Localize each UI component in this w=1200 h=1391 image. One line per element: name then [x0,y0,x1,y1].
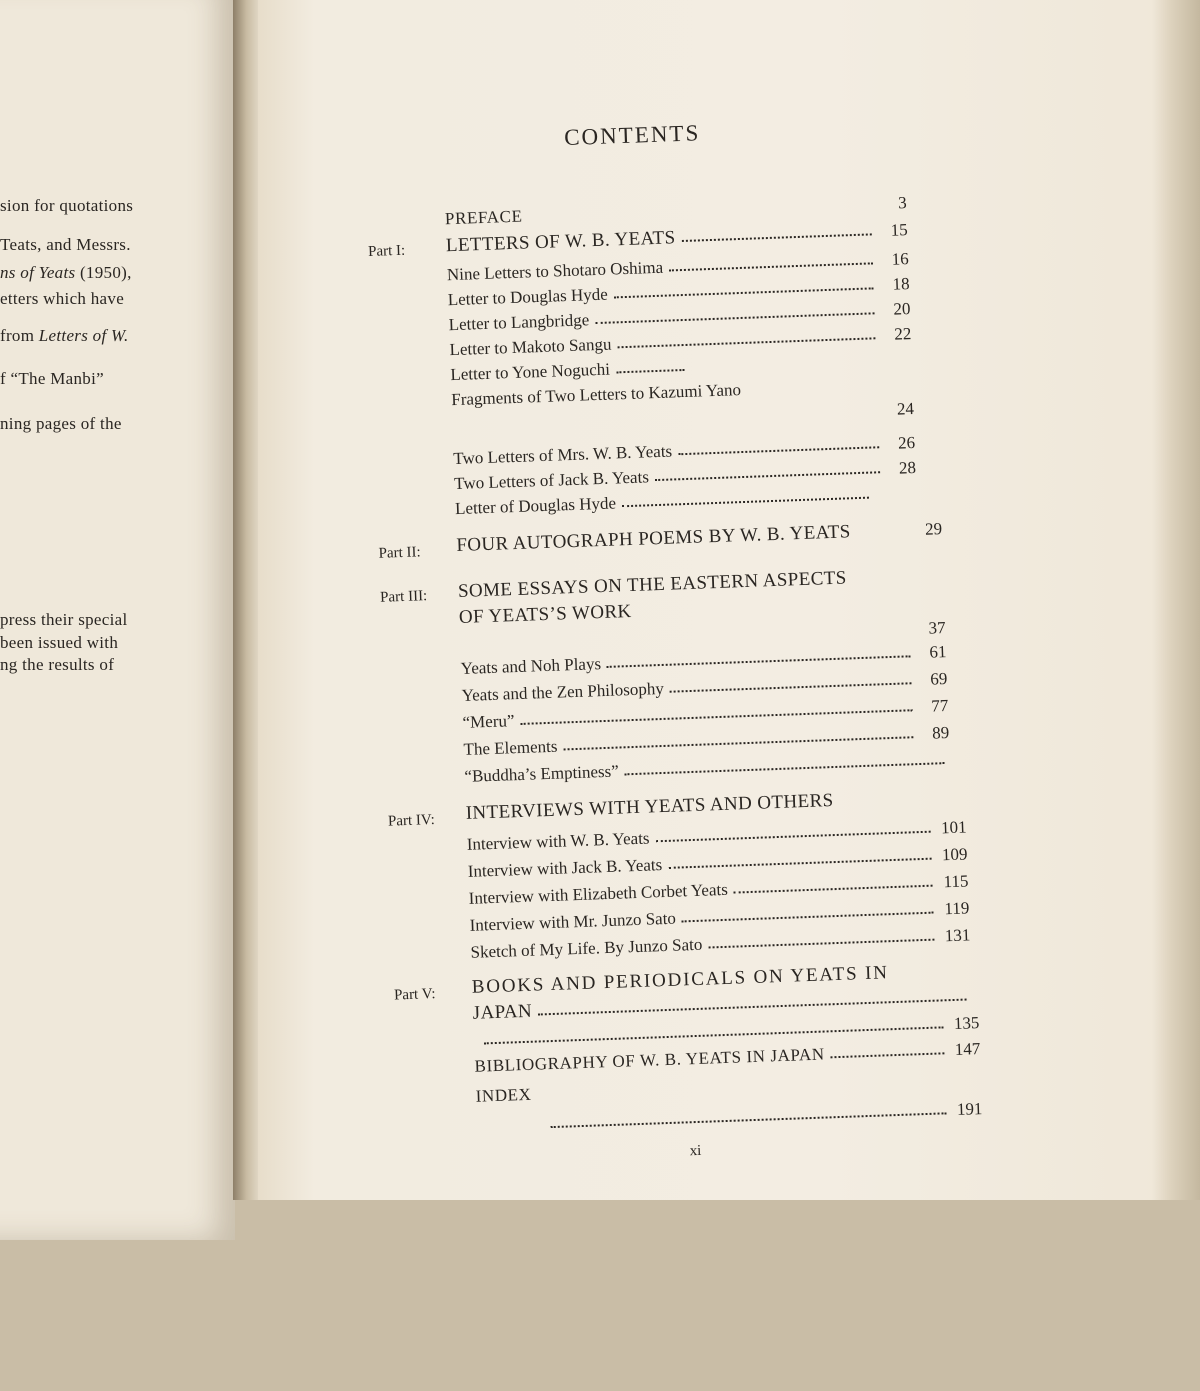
part-heading-label: FOUR AUTOGRAPH POEMS BY W. B. YEATS [456,521,851,557]
toc-entry-label: Interview with Jack B. Yeats [467,855,663,881]
toc-entry-label: Letter to Langbridge [448,310,590,335]
left-page-line: f “The Manbi” [0,369,104,388]
toc-entry-label: Letter to Douglas Hyde [447,284,609,310]
toc-entry-page: 15 [890,220,908,240]
toc-entry-label: Two Letters of Jack B. Yeats [453,467,650,494]
left-page-line: been issued with [0,633,119,652]
left-page-line: from Letters of W. [0,326,129,345]
left-page-line: ns of Yeats (1950), [0,263,132,282]
toc-entry-page: 119 [944,898,970,919]
part-label: Part III: [379,588,428,606]
toc-entry-page: 3 [897,193,908,213]
toc-entry-label: Yeats and Noh Plays [460,654,602,678]
part-heading-label: BOOKS AND PERIODICALS ON YEATS IN [471,962,890,998]
toc-entry-label: Two Letters of Mrs. W. B. Yeats [453,441,673,469]
contents-title: CONTENTS [563,120,701,151]
part-heading-label: INTERVIEWS WITH YEATS AND OTHERS [465,790,834,824]
toc-entry-label: Letter of Douglas Hyde [454,493,617,519]
toc-entry-page: 29 [924,519,943,539]
left-page [0,0,235,1240]
toc-entry-label: Sketch of My Life. By Junzo Sato [470,934,703,962]
toc-entry-label: INDEX [475,1084,532,1106]
toc-entry-page: 135 [953,1013,980,1033]
toc-entry-page: 191 [956,1099,983,1119]
left-page-line: sion for quotations [0,196,134,215]
part-heading[interactable] [456,518,942,557]
toc-entry-page: 69 [930,669,948,689]
toc-entry-index-page[interactable] [476,1099,982,1137]
toc-entry-page: 18 [892,274,910,294]
toc-entry-label: Letter to Yone Noguchi [450,359,611,385]
toc-entry-label: “Meru” [462,711,515,732]
left-page-line: etters which have [0,289,125,308]
toc-entry-label: PREFACE [444,206,523,229]
toc-entry-page: 28 [898,457,917,478]
right-page [258,0,1200,1200]
toc-entry-page: 115 [943,871,969,892]
toc-entry-label: Interview with Mr. Junzo Sato [469,908,677,935]
toc-entry-label: Letter to Makoto Sangu [449,334,612,360]
part-heading-label: OF YEATS’S WORK [458,600,632,629]
toc-entry-page: 26 [897,432,916,453]
toc-entry-page: 16 [891,249,909,269]
part-heading-label: LETTERS OF W. B. YEATS [445,227,676,257]
part-heading-label: JAPAN [472,1000,533,1024]
left-page-line: Teats, and Messrs. [0,235,131,254]
part-heading [465,786,951,825]
toc-entry-label: BIBLIOGRAPHY OF W. B. YEATS IN JAPAN [474,1044,826,1076]
part-label: Part IV: [387,811,436,830]
toc-entry-page: 24 [896,399,915,419]
toc-entry-page: 20 [893,299,911,319]
toc-entry[interactable] [450,357,691,385]
toc-entry-page: 147 [954,1039,981,1059]
toc-entry-label: Interview with W. B. Yeats [466,828,650,854]
page-folio: xi [689,1142,702,1160]
part-label: Part II: [378,544,421,562]
toc-entry-page: 22 [893,324,912,344]
part-label: Part V: [393,986,436,1004]
toc-entry-page: 61 [929,642,947,662]
toc-entry-label: Fragments of Two Letters to Kazumi Yano [450,380,742,410]
toc-entry-page: 131 [944,925,971,946]
toc-entry-label: Yeats and the Zen Philosophy [461,678,665,705]
toc-entry-label: Nine Letters to Shotaro Oshima [446,257,664,285]
left-page-line: ng the results of [0,655,115,674]
toc-entry-page: 101 [940,817,967,838]
toc-entry-page: 77 [930,695,949,716]
toc-entry-label: “Buddha’s Emptiness” [464,761,620,786]
table-of-contents [366,120,1200,1391]
toc-entry-page: 109 [941,844,968,865]
part-heading-label: SOME ESSAYS ON THE EASTERN ASPECTS [457,567,848,603]
left-page-line: press their special [0,610,128,629]
part-label: Part I: [367,242,406,260]
toc-entry-page: 37 [928,618,946,638]
toc-entry-label: Interview with Elizabeth Corbet Yeats [468,879,729,908]
toc-entry-page: 89 [931,722,950,743]
toc-entry-label: The Elements [463,736,558,759]
left-page-line: ning pages of the [0,414,122,433]
